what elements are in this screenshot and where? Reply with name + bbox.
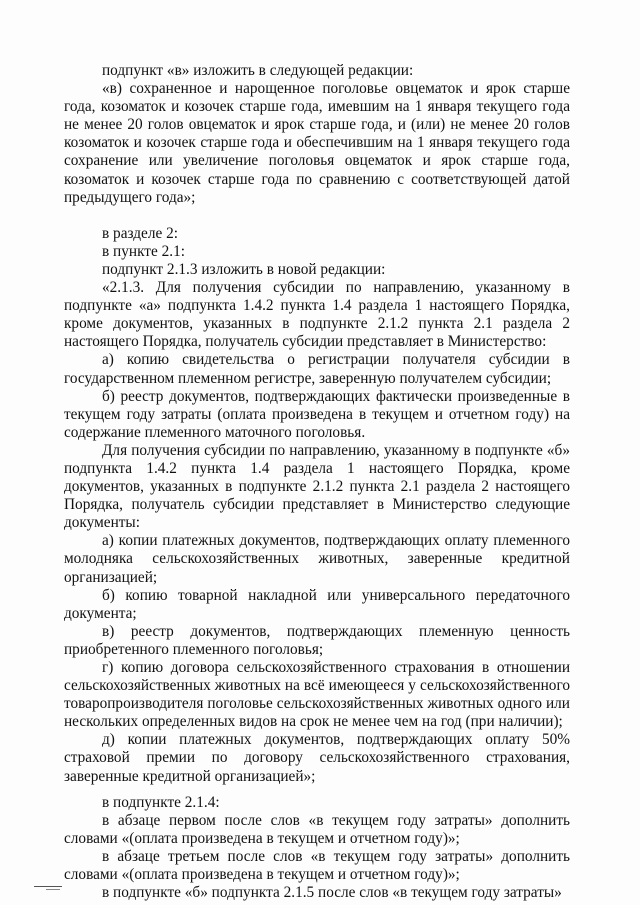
paragraph-item-a: а) копию свидетельства о регистрации получателя субсидии в государственном племенном регистре, заверенную получателем субсидии; (64, 351, 570, 387)
spacer (64, 786, 570, 794)
paragraph-item-a2: а) копии платежных документов, подтверждающих оплату племенного молодняка сельскохозяйственных животных, заверенные кредитной организацией; (64, 532, 570, 586)
paragraph-subpoint-v: «в) сохраненное и нарощенное поголовье овцематок и ярок старше года, козоматок и козочек старше года, имевшим на 1 января текущего года не менее 20 голов овцематок и ярок старше года, и (или) не менее 20 голов козоматок и козочек старше года и обеспечившим на 1 января текущего года сохранение или увеличение поголовья овцематок и ярок старше года, козоматок и козочек старше года по сравнению с соответствующей датой предыдущего года»; (64, 80, 570, 206)
paragraph-abzac-first: в абзаце первом после слов «в текущем году затраты» дополнить словами «(оплата произведена в текущем и отчетном году)»; (64, 811, 570, 847)
paragraph-item-b2: б) копию товарной накладной или универсального передаточного документа; (64, 586, 570, 622)
paragraph-item-v2: в) реестр документов, подтверждающих племенную ценность приобретенного племенного поголовья; (64, 622, 570, 658)
paragraph-item-d2: д) копии платежных документов, подтверждающих оплату 50% страховой премии по договору сельскохозяйственного страхования, заверенные кредитной организацией»; (64, 731, 570, 785)
paragraph-point-2-1: в пункте 2.1: (102, 242, 185, 260)
paragraph-item-b: б) реестр документов, подтверждающих фактически произведенные в текущем году затраты (оплата произведена в текущем и отчетном году) на содержание племенного маточного поголовья. (64, 387, 570, 441)
page-edge-mark (34, 886, 62, 887)
page-edge-mark (46, 889, 60, 890)
document-body (64, 62, 570, 902)
paragraph-subpoint-2-1-4: в подпункте 2.1.4: (102, 793, 220, 811)
paragraph-section-2: в разделе 2: (102, 224, 178, 242)
paragraph-abzac-third: в абзаце третьем после слов «в текущем году затраты» дополнить словами «(оплата произведена в текущем и отчетном году)»; (64, 847, 570, 884)
paragraph-direction-b: Для получения субсидии по направлению, указанному в подпункте «б» подпункта 1.4.2 пункта 1.4 раздела 1 настоящего Порядка, кроме документов, указанных в подпункте 2.1.2 пункта 2.1 раздела 2 настоящего Порядка, получатель субсидии представляет в Министерство следующие документы: (64, 441, 570, 532)
spacer (64, 207, 570, 225)
paragraph-2-1-3-text: «2.1.3. Для получения субсидии по направлению, указанному в подпункте «а» подпункта 1.4.2 пункта 1.4 раздела 1 настоящего Порядка, кроме документов, указанных в подпункте 2.1.2 пункта 2.1 раздела 2 настоящего Порядка, получатель субсидии представляет в Министерство: (64, 279, 570, 351)
paragraph-subpoint-2-1-5: в подпункте «б» подпункта 2.1.5 после слов «в текущем году затраты» (102, 884, 562, 902)
paragraph-intro: подпункт «в» изложить в следующей редакции: (102, 62, 414, 79)
paragraph-subpoint-2-1-3: подпункт 2.1.3 изложить в новой редакции: (102, 260, 386, 278)
paragraph-item-g2: г) копию договора сельскохозяйственного страхования в отношении сельскохозяйственных животных на всё имеющееся у сельскохозяйственного товаропроизводителя поголовье сельскохозяйственных животных одного или нескольких определенных видов на срок не менее чем на год (при наличии); (64, 659, 570, 731)
